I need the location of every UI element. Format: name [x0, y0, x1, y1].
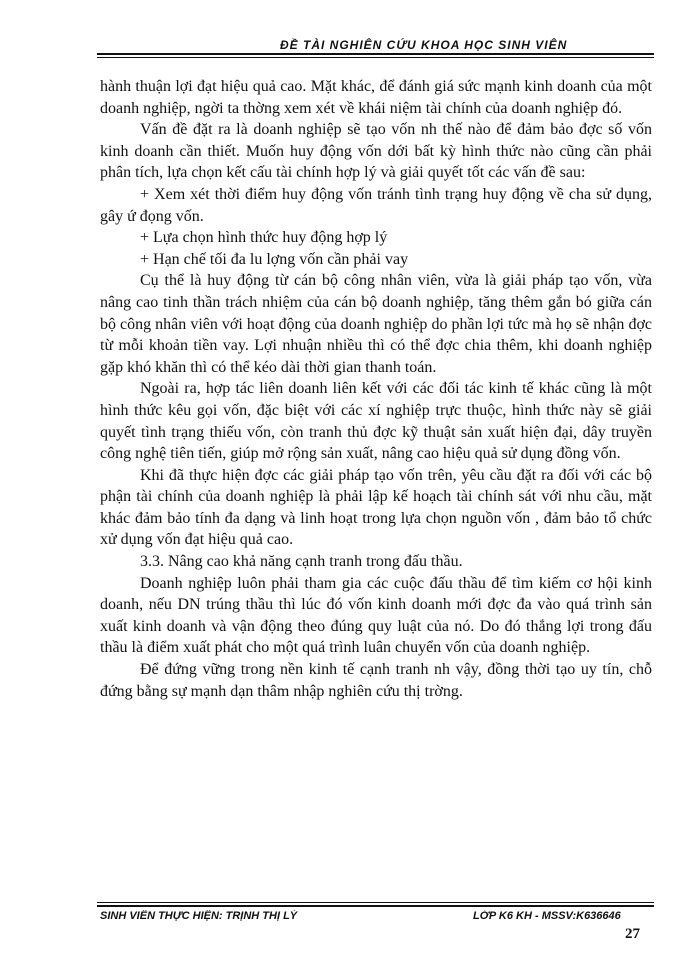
bullet-item: + Hạn chế tối đa lu lợng vốn cần phải vay	[140, 250, 409, 268]
paragraph-continuation: hành thuận lợi đạt hiệu quả cao. Mặt khác, để đánh giá sức mạnh kinh doanh của một doanh nghiệp, ngời ta thờng xem xét về khái niệm tài chính của doanh nghiệp đó.	[100, 78, 652, 117]
bullet-item: + Xem xét thời điểm huy động vốn tránh tình trạng huy động về cha sử dụng, gây ứ đọng vốn.	[100, 185, 652, 225]
paragraph: Vấn đề đặt ra là doanh nghiệp sẽ tạo vốn nh thế nào để đảm bảo đợc số vốn kinh doanh cần thiết. Muốn huy động vốn dới bất kỳ hình thức nào cũng cần phải phân tích, lựa chọn kết cấu tài chính hợp lý và giải quyết tốt các vấn đề sau:	[100, 121, 652, 182]
paragraph: Khi đã thực hiện đợc các giải pháp tạo vốn trên, yêu cầu đặt ra đối với các bộ phận tài chính của doanh nghiệp là phải lập kế hoạch tài chính sát với nhu cầu, mặt khác đảm bảo tính đa dạng và linh hoạt trong lựa chọn nguồn vốn , đảm bảo tổ chức xử dụng vốn đạt hiệu quả cao.	[100, 466, 652, 549]
paragraph: Cụ thể là huy động từ cán bộ công nhân viên, vừa là giải pháp tạo vốn, vừa nâng cao tinh thần trách nhiệm của cán bộ doanh nghiệp, tăng thêm gắn bó giữa cán bộ công nhân viên với hoạt động của doanh nghiệp do phần lợi tức mà họ sẽ nhận đợc từ mỗi khoản tiền vay. Lợi nhuận nhiều thì có thể đợc chia thêm, khi doanh nghiệp gặp khó khăn thì có thể kéo dài thời gian thanh toán.	[100, 272, 652, 376]
footer-class-info: LỚP K6 KH - MSSV:K636646	[473, 910, 621, 922]
document-body	[100, 76, 652, 702]
header-divider-thick	[97, 53, 654, 55]
paragraph: Để đứng vững trong nền kinh tế cạnh tranh nh vậy, đồng thời tạo uy tín, chỗ đứng bằng sự mạnh dạn thâm nhập nghiên cứu thị trờng.	[100, 661, 652, 700]
header-title: ĐỀ TÀI NGHIÊN CỨU KHOA HỌC SINH VIÊN	[280, 38, 568, 52]
page-number: 27	[625, 926, 640, 942]
footer-author: SINH VIÊN THỰC HIỆN: TRỊNH THỊ LÝ	[100, 910, 298, 922]
paragraph: Doanh nghiệp luôn phải tham gia các cuộc đấu thầu để tìm kiếm cơ hội kinh doanh, nếu DN trúng thầu thì lúc đó vốn kinh doanh mới đợc đa vào quá trình sản xuất kinh doanh và vận động theo đúng quy luật của nó. Do đó thắng lợi trong đấu thầu là điểm xuất phát cho một quá trình luân chuyển vốn của doanh nghiệp.	[100, 574, 652, 657]
footer-divider-thin	[97, 902, 654, 903]
bullet-item: + Lựa chọn hình thức huy động hợp lý	[140, 229, 388, 247]
footer-divider-thick	[97, 905, 654, 907]
paragraph: Ngoài ra, hợp tác liên doanh liên kết với các đối tác kinh tế khác cũng là một hình thức kêu gọi vốn, đặc biệt với các xí nghiệp trực thuộc, hình thức này sẽ giải quyết tình trạng thiếu vốn, còn tranh thủ đợc kỹ thuật sản xuất hiện đại, dây truyền công nghệ tiên tiến, giúp mở rộng sản xuất, nâng cao hiệu quả sử dụng đồng vốn.	[100, 380, 652, 463]
section-heading: 3.3. Nâng cao khả năng cạnh tranh trong đấu thầu.	[140, 553, 463, 571]
header-divider-thin	[97, 57, 654, 58]
